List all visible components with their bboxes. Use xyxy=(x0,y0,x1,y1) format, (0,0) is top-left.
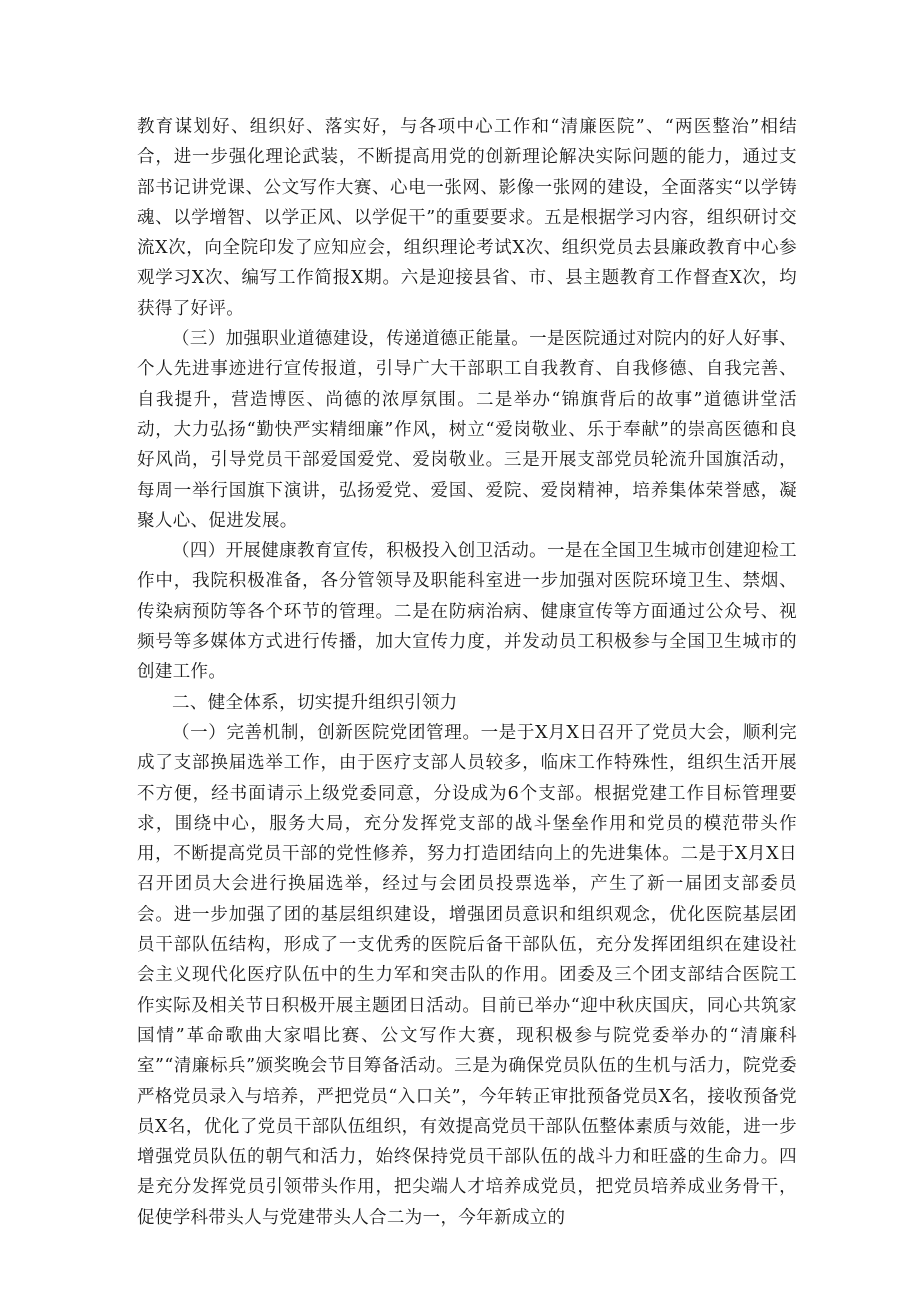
paragraph-study-education: 教育谋划好、组织好、落实好，与各项中心工作和“清廉医院”、“两医整治”相结合，进一步强化理论武装，不断提高用党的创新理论解决实际问题的能力，通过支部书记讲党课、公文写作大赛、心电一张网、影像一张网的建设，全面落实“以学铸魂、以学增智、以学正风、以学促干”的重要要求。五是根据学习内容，组织研讨交流X次，向全院印发了应知应会，组织理论考试X次、组织党员去县廉政教育中心参观学习X次、编写工作简报X期。六是迎接县省、市、县主题教育工作督查X次，均获得了好评。 xyxy=(137,117,797,319)
paragraph-professional-ethics: （三）加强职业道德建设，传递道德正能量。一是医院通过对院内的好人好事、个人先进事迹进行宣传报道，引导广大干部职工自我教育、自我修德、自我完善、自我提升，营造博医、尚德的浓厚氛围。二是举办“锦旗背后的故事”道德讲堂活动，大力弘扬“勤快严实精细廉”作风，树立“爱岗敬业、乐于奉献”的崇高医德和良好风尚，引导党员干部爱国爱党、爱岗敬业。三是开展支部党员轮流升国旗活动，每周一举行国旗下演讲，弘扬爱党、爱国、爱院、爱岗精神，培养集体荣誉感，凝聚人心、促进发展。 xyxy=(137,329,797,531)
paragraph-party-league-management: （一）完善机制，创新医院党团管理。一是于X月X日召开了党员大会，顺利完成了支部换届选举工作，由于医疗支部人员较多，临床工作特殊性，组织生活开展不方便，经书面请示上级党委同意，分设成为6个支部。根据党建工作目标管理要求，围绕中心，服务大局，充分发挥党支部的战斗堡垒作用和党员的模范带头作用，不断提高党员干部的党性修养，努力打造团结向上的先进集体。二是于X月X日召开团员大会进行换届选举，经过与会团员投票选举，产生了新一届团支部委员会。进一步加强了团的基层组织建设，增强团员意识和组织观念，优化医院基层团员干部队伍结构，形成了一支优秀的医院后备干部队伍，充分发挥团组织在建设社会主义现代化医疗队伍中的生力军和突击队的作用。团委及三个团支部结合医院工作实际及相关节日积极开展主题团日活动。目前已举办“迎中秋庆国庆，同心共筑家国情”革命歌曲大家唱比赛、公文写作大赛，现积极参与院党委举办的“清廉科室”“清廉标兵”颁奖晚会节目筹备活动。三是为确保党员队伍的生机与活力，院党委严格党员录入与培养，严把党员“入口关”，今年转正审批预备党员X名，接收预备党员X名，优化了党员干部队伍组织，有效提高党员干部队伍整体素质与效能，进一步增强党员队伍的朝气和活力，始终保持党员干部队伍的战斗力和旺盛的生命力。四是充分发挥党员引领带头作用，把尖端人才培养成党员，把党员培养成业务骨干，促使学科带头人与党建带头人合二为一，今年新成立的 xyxy=(137,722,797,1228)
document-page xyxy=(137,112,797,1233)
section-heading-organization: 二、健全体系，切实提升组织引领力 xyxy=(172,692,458,713)
paragraph-health-education: （四）开展健康教育宣传，积极投入创卫活动。一是在全国卫生城市创建迎检工作中，我院积极准备，各分管领导及职能科室进一步加强对医院环境卫生、禁烟、传染病预防等各个环节的管理。二是在防病治病、健康宣传等方面通过公众号、视频号等多媒体方式进行传播，加大宣传力度，并发动员工积极参与全国卫生城市的创建工作。 xyxy=(137,541,797,683)
